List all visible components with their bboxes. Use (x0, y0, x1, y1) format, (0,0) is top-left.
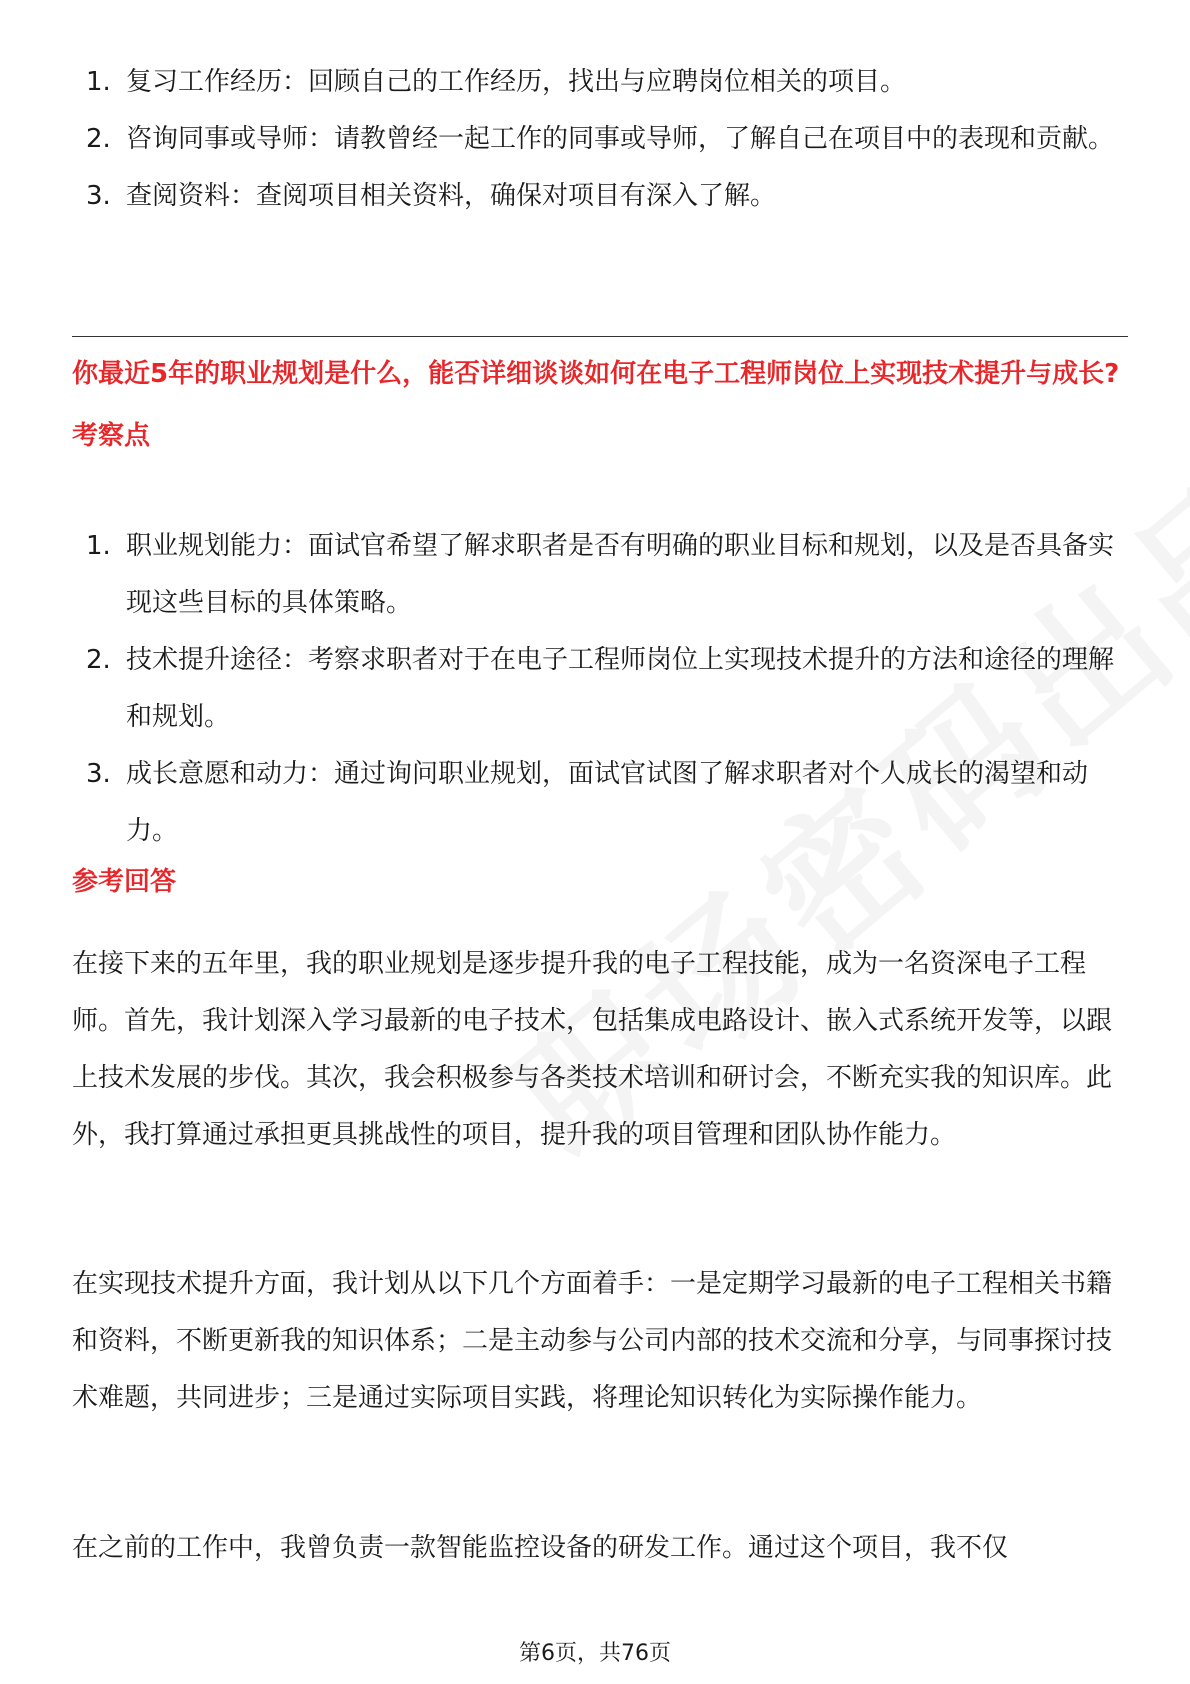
list-number: 3. (86, 181, 111, 211)
list-number: 3. (86, 759, 111, 789)
list-text: 技术提升途径：考察求职者对于在电子工程师岗位上实现技术提升的方法和途径的理解和规划。 (126, 645, 1115, 732)
list-item (72, 168, 1128, 225)
answer-paragraph: 在接下来的五年里，我的职业规划是逐步提升我的电子工程技能，成为一名资深电子工程师。首先，我计划深入学习最新的电子技术，包括集成电路设计、嵌入式系统开发等，以跟上技术发展的步伐。其次，我会积极参与各类技术培训和研讨会，不断充实我的知识库。此外，我打算通过承担更具挑战性的项目，提升我的项目管理和团队协作能力。 (72, 949, 1113, 1150)
list-number: 1. (86, 67, 111, 97)
list-number: 1. (86, 531, 111, 561)
list-item (72, 746, 1128, 860)
list-number: 2. (86, 124, 111, 154)
page-footer: 第6页，共76页 (519, 1641, 671, 1666)
list-item (72, 518, 1128, 632)
list-item (72, 54, 1128, 111)
points-heading: 考察点 (72, 421, 151, 451)
answer-heading: 参考回答 (72, 867, 177, 897)
answer-paragraph: 在实现技术提升方面，我计划从以下几个方面着手：一是定期学习最新的电子工程相关书籍和资料，不断更新我的知识体系；二是主动参与公司内部的技术交流和分享，与同事探讨技术难题，共同进步；三是通过实际项目实践，将理论知识转化为实际操作能力。 (72, 1269, 1113, 1413)
list-item (72, 111, 1128, 168)
list-text: 查阅资料：查阅项目相关资料，确保对项目有深入了解。 (126, 181, 777, 211)
answer-paragraph: 在之前的工作中，我曾负责一款智能监控设备的研发工作。通过这个项目，我不仅 (72, 1533, 1009, 1563)
question-title: 你最近5年的职业规划是什么，能否详细谈谈如何在电子工程师岗位上实现技术提升与成长? (72, 359, 1120, 389)
section-divider (72, 336, 1128, 337)
list-text: 咨询同事或导师：请教曾经一起工作的同事或导师，了解自己在项目中的表现和贡献。 (126, 124, 1115, 154)
list-text: 成长意愿和动力：通过询问职业规划，面试官试图了解求职者对个人成长的渴望和动力。 (126, 759, 1089, 846)
points-list (72, 518, 1128, 860)
document-page (72, 0, 1128, 1684)
list-text: 职业规划能力：面试官希望了解求职者是否有明确的职业目标和规划，以及是否具备实现这些目标的具体策略。 (126, 531, 1115, 618)
list-number: 2. (86, 645, 111, 675)
prep-steps-list (72, 54, 1128, 225)
list-item (72, 632, 1128, 746)
list-text: 复习工作经历：回顾自己的工作经历，找出与应聘岗位相关的项目。 (126, 67, 907, 97)
